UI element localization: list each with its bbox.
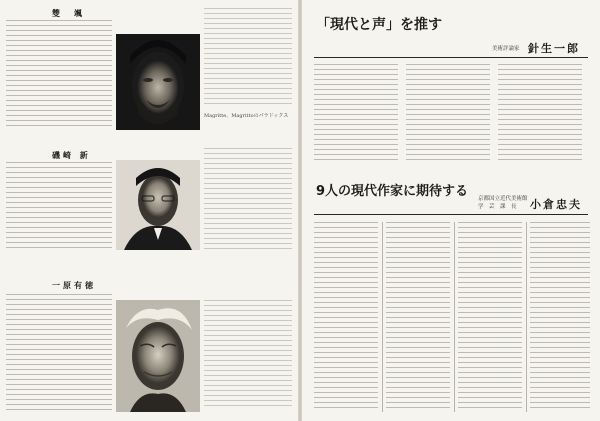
essay-column-3	[204, 300, 292, 410]
article1-author-role: 美術評論家	[492, 46, 520, 52]
portrait-photo-1	[116, 34, 200, 130]
article1-title: 「現代と声」を推す	[316, 17, 442, 33]
article2-author-role-1: 京都国立近代美術館	[478, 196, 528, 202]
article2-author-role-2: 学 芸 課 長	[478, 204, 517, 210]
article2-title: 9人の現代作家に期待する	[316, 184, 469, 199]
artist-bio-3	[6, 294, 112, 412]
article1-col-1	[314, 64, 398, 164]
essay-column-2	[204, 148, 292, 252]
column-rule-3	[526, 222, 527, 412]
article2-divider	[314, 214, 588, 215]
artist-bio-2	[6, 162, 112, 248]
artist-name-1: 雙 颯	[52, 8, 85, 18]
article1-col-2	[406, 64, 490, 164]
article1-divider	[314, 57, 588, 58]
right-page	[302, 0, 600, 421]
essay-column-1	[204, 8, 292, 108]
column-rule-2	[454, 222, 455, 412]
photo-note: Magritte、Magrittoのパラドックス	[204, 113, 289, 119]
artist-name-3: 一原有徳	[52, 280, 96, 290]
article2-col-2	[386, 222, 450, 412]
column-rule-1	[382, 222, 383, 412]
portrait-photo-2	[116, 160, 200, 250]
article1-author-name: 針生一郎	[528, 42, 580, 55]
article2-col-4	[530, 222, 590, 412]
article2-col-1	[314, 222, 378, 412]
artist-name-2: 磯崎 新	[52, 150, 91, 160]
article2-col-3	[458, 222, 522, 412]
article1-col-3	[498, 64, 582, 164]
left-page	[0, 0, 298, 421]
artist-bio-1	[6, 20, 112, 128]
portrait-photo-3	[116, 300, 200, 412]
article2-author-name: 小倉忠夫	[530, 198, 582, 211]
